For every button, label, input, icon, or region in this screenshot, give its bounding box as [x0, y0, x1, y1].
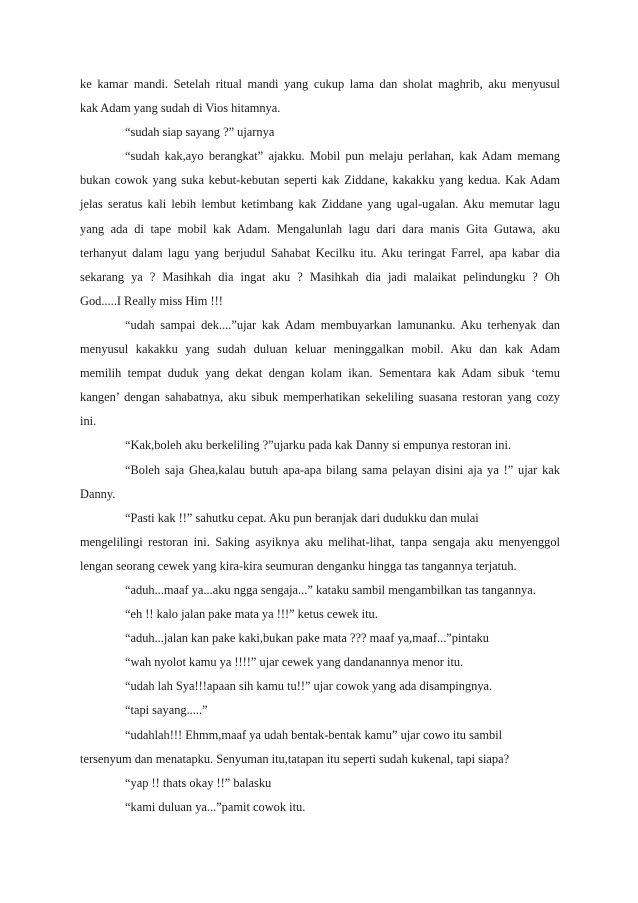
- text-line: mengelilingi restoran ini. Saking asyiknya aku melihat-lihat, tanpa sengaja aku menyenggol: [80, 534, 560, 549]
- text-line: “sudah kak,ayo berangkat” ajakku. Mobil pun melaju perlahan, kak Adam memang: [125, 149, 560, 164]
- text-line: “Boleh saja Ghea,kalau butuh apa-apa bilang sama pelayan disini aja ya !” ujar kak: [125, 462, 560, 477]
- text-line: kak Adam yang sudah di Vios hitamnya.: [80, 101, 281, 116]
- text-line: “tapi sayang.....”: [125, 703, 208, 718]
- text-line: “sudah siap sayang ?” ujarnya: [125, 125, 275, 140]
- text-line: “Kak,boleh aku berkeliling ?”ujarku pada kak Danny si empunya restoran ini.: [125, 438, 512, 453]
- text-line: menyusul kakakku yang sudah duluan keluar meninggalkan mobil. Aku dan kak Adam: [80, 342, 560, 357]
- text-line: memilih tempat duduk yang dekat dengan kolam ikan. Sementara kak Adam sibuk ‘temu: [80, 366, 560, 381]
- text-line: “udahlah!!! Ehmm,maaf ya udah bentak-bentak kamu” ujar cowo itu sambil: [125, 727, 503, 742]
- text-line: “yap !! thats okay !!” balasku: [125, 775, 272, 790]
- text-line: yang ada di tape mobil kak Adam. Mengalunlah lagu dari dara manis Gita Gutawa, aku: [80, 221, 560, 236]
- text-line: bukan cowok yang suka kebut-kebutan seperti kak Ziddane, kakakku yang kedua. Kak Adam: [80, 173, 560, 188]
- text-line: “udah lah Sya!!!apaan sih kamu tu!!” ujar cowok yang ada disampingnya.: [125, 679, 493, 694]
- text-line: “udah sampai dek....”ujar kak Adam membuyarkan lamunanku. Aku terhenyak dan: [125, 317, 560, 332]
- text-line: “aduh...maaf ya...aku ngga sengaja...” kataku sambil mengambilkan tas tangannya.: [125, 582, 536, 597]
- text-line: kangen’ dengan sahabatnya, aku sibuk memperhatikan sekeliling suasana restoran yang cozy: [80, 390, 560, 405]
- text-line: tersenyum dan menatapku. Senyuman itu,tatapan itu seperti sudah kukenal, tapi siapa?: [80, 751, 510, 766]
- text-line: God.....I Really miss Him !!!: [80, 293, 223, 308]
- text-line: ke kamar mandi. Setelah ritual mandi yang cukup lama dan sholat maghrib, aku menyusul: [80, 77, 560, 91]
- text-line: ini.: [80, 414, 97, 429]
- text-line: Danny.: [80, 486, 116, 501]
- text-line: sekarang ya ? Masihkah dia ingat aku ? Masihkah dia jadi malaikat pelindungku ? Oh: [80, 269, 560, 284]
- text-line: “kami duluan ya...”pamit cowok itu.: [125, 799, 306, 814]
- text-line: “wah nyolot kamu ya !!!!” ujar cewek yang dandanannya menor itu.: [125, 655, 464, 670]
- text-line: “eh !! kalo jalan pake mata ya !!!” ketus cewek itu.: [125, 607, 378, 622]
- text-line: “Pasti kak !!” sahutku cepat. Aku pun beranjak dari dudukku dan mulai: [125, 510, 479, 525]
- text-line: jelas seratus kali lebih lembut ketimbang kak Ziddane yang ugal-ugalan. Aku memutar lagu: [80, 197, 560, 212]
- text-line: lengan seorang cewek yang kira-kira seumuran denganku hingga tas tangannya terjatuh.: [80, 558, 517, 573]
- text-line: terhanyut dalam lagu yang berjudul Sahabat Kecilku itu. Aku teringat Farrel, apa kabar dia: [80, 245, 560, 260]
- text-line: “aduh...jalan kan pake kaki,bukan pake mata ??? maaf ya,maaf...”pintaku: [125, 631, 489, 646]
- document-text-body: [80, 72, 560, 819]
